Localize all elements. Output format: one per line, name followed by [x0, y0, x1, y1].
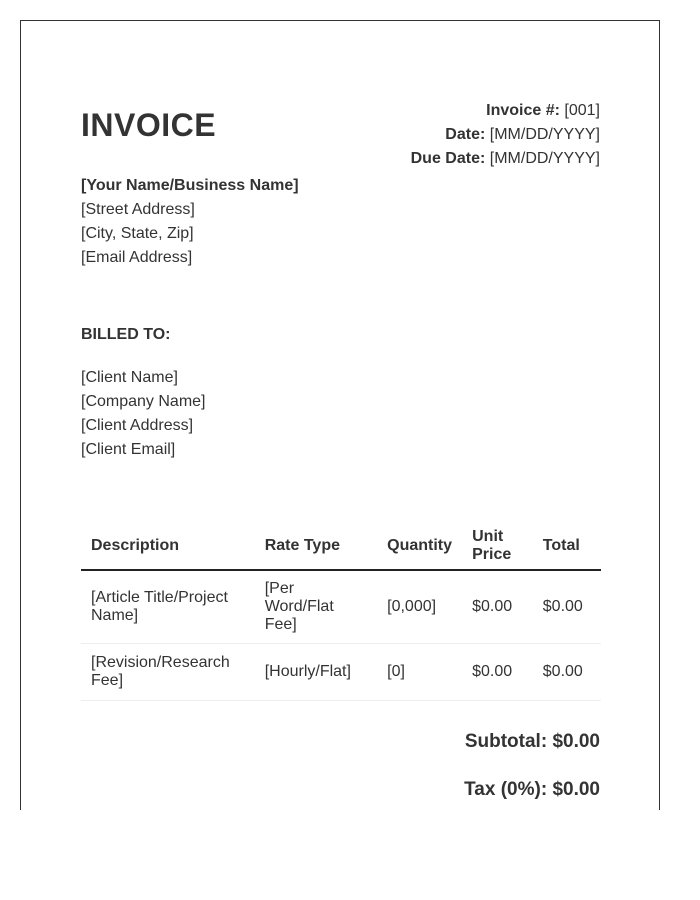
- invoice-number-value: [001]: [564, 102, 600, 119]
- invoice-title: INVOICE: [81, 107, 217, 143]
- totals-block: [464, 728, 600, 824]
- table-row: [81, 644, 601, 701]
- table-header-row: [81, 521, 601, 570]
- header-total: Total: [533, 521, 601, 570]
- row-description: [Revision/Research Fee]: [81, 644, 255, 701]
- sender-email: [Email Address]: [81, 249, 193, 266]
- sender-block: [81, 174, 299, 270]
- client-company: [Company Name]: [81, 393, 206, 410]
- invoice-meta: [411, 99, 600, 171]
- row-unit-price: $0.00: [462, 570, 533, 644]
- tax-total: Tax (0%): $0.00: [464, 779, 600, 800]
- row-description: [Article Title/Project Name]: [81, 570, 255, 644]
- invoice-page: [20, 20, 660, 810]
- invoice-number-label: Invoice #:: [486, 102, 560, 119]
- invoice-date-line: [411, 123, 600, 147]
- row-unit-price: $0.00: [462, 644, 533, 701]
- row-rate-type: [Per Word/Flat Fee]: [255, 570, 377, 644]
- row-quantity: [0]: [377, 644, 462, 701]
- sender-name: [Your Name/Business Name]: [81, 177, 299, 194]
- invoice-date-value: [MM/DD/YYYY]: [489, 126, 600, 143]
- client-block: [81, 366, 206, 462]
- sender-city: [City, State, Zip]: [81, 225, 194, 242]
- invoice-due-value: [MM/DD/YYYY]: [489, 150, 600, 167]
- header-quantity: Quantity: [377, 521, 462, 570]
- table-row: [81, 570, 601, 644]
- header-description: Description: [81, 521, 255, 570]
- invoice-due-line: [411, 147, 600, 171]
- subtotal: Subtotal: $0.00: [464, 731, 600, 752]
- header-rate-type: Rate Type: [255, 521, 377, 570]
- line-items-table: [81, 521, 601, 701]
- sender-street: [Street Address]: [81, 201, 195, 218]
- row-quantity: [0,000]: [377, 570, 462, 644]
- invoice-number-line: [411, 99, 600, 123]
- client-address: [Client Address]: [81, 417, 194, 434]
- client-email: [Client Email]: [81, 441, 176, 458]
- row-rate-type: [Hourly/Flat]: [255, 644, 377, 701]
- header-unit-price: Unit Price: [462, 521, 533, 570]
- client-name: [Client Name]: [81, 369, 178, 386]
- invoice-date-label: Date:: [445, 126, 486, 143]
- row-total: $0.00: [533, 644, 601, 701]
- row-total: $0.00: [533, 570, 601, 644]
- invoice-due-label: Due Date:: [410, 150, 486, 167]
- billed-to-heading: BILLED TO:: [81, 326, 171, 343]
